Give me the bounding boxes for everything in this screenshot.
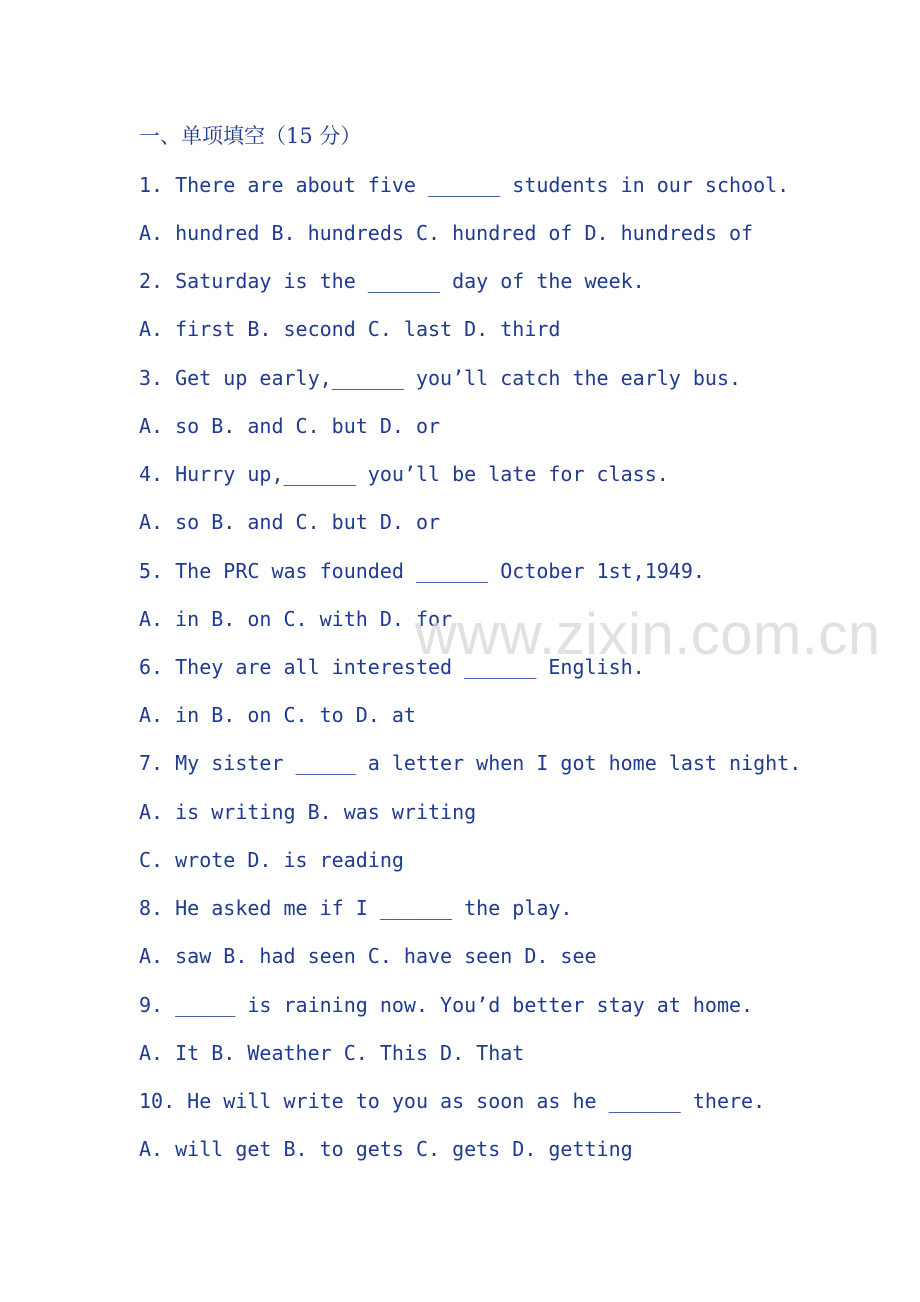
question-4-stem: 4. Hurry up,______ you’ll be late for class. <box>139 462 669 486</box>
question-7-options-line-2: C. wrote D. is reading <box>139 848 404 872</box>
question-3-options: A. so B. and C. but D. or <box>139 414 441 438</box>
question-7-stem: 7. My sister _____ a letter when I got home last night. <box>139 751 802 775</box>
question-10-stem: 10. He will write to you as soon as he ______ there. <box>139 1089 766 1113</box>
question-5-options: A. in B. on C. with D. for <box>139 607 453 631</box>
question-5-stem: 5. The PRC was founded ______ October 1st,1949. <box>139 559 705 583</box>
question-8-options: A. saw B. had seen C. have seen D. see <box>139 944 597 968</box>
question-8-stem: 8. He asked me if I ______ the play. <box>139 896 573 920</box>
question-10-options: A. will get B. to gets C. gets D. getting <box>139 1137 633 1161</box>
site-watermark: www.zixin.com.cn <box>415 602 881 667</box>
question-1-stem: 1. There are about five ______ students in our school. <box>139 173 790 197</box>
section-title: 一、单项填空（15 分） <box>139 124 362 148</box>
question-7-options-line-1: A. is writing B. was writing <box>139 800 477 824</box>
question-2-options: A. first B. second C. last D. third <box>139 317 561 341</box>
question-6-options: A. in B. on C. to D. at <box>139 703 416 727</box>
question-9-stem: 9. _____ is raining now. You’d better stay at home. <box>139 993 754 1017</box>
question-4-options: A. so B. and C. but D. or <box>139 510 441 534</box>
question-3-stem: 3. Get up early,______ you’ll catch the early bus. <box>139 366 742 390</box>
question-6-stem: 6. They are all interested ______ English. <box>139 655 645 679</box>
question-9-options: A. It B. Weather C. This D. That <box>139 1041 525 1065</box>
question-1-options: A. hundred B. hundreds C. hundred of D. hundreds of <box>139 221 754 245</box>
question-2-stem: 2. Saturday is the ______ day of the week. <box>139 269 645 293</box>
